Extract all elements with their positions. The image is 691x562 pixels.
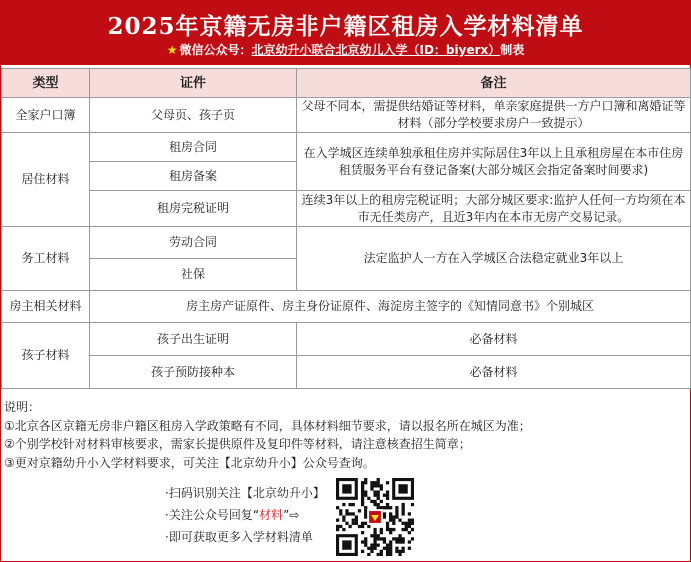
- star-icon: ★: [166, 43, 178, 57]
- promo-section: [165, 482, 325, 548]
- subtitle-account-link[interactable]: 北京幼升小联合北京幼儿入学（ID：biyerx）: [251, 43, 501, 57]
- promo-line-more: ·即可获取更多入学材料清单: [165, 530, 313, 544]
- notes-section: [4, 398, 531, 472]
- header-type: 类型: [2, 69, 90, 98]
- note-item-2: ②个别学校针对材料审核要求，需家长提供原件及复印件等材料，请注意核查招生简章；: [4, 437, 471, 451]
- note-item-3: ③更对京籍幼升小入学材料要求，可关注【北京幼升小】公众号查询。: [4, 455, 375, 470]
- note-household: 父母不同本，需提供结婚证等材料，单亲家庭提供一方户口簿和离婚证等材料（部分学校要求房户一致提示）: [297, 98, 691, 133]
- note-item-1: ①北京各区京籍无房非户籍区租房入学政策略有不同，具体材料细节要求，请以报名所在城区为准；: [4, 418, 531, 433]
- promo-reply-prefix: ·关注公众号回复“: [165, 508, 260, 522]
- table-header-row: [2, 69, 691, 98]
- header-document: 证件: [90, 69, 297, 98]
- promo-line-reply: [165, 504, 325, 526]
- doc-labor-contract: 劳动合同: [90, 227, 297, 259]
- category-child: 孩子材料: [2, 323, 90, 389]
- note-work: 法定监护人一方在入学城区合法稳定就业3年以上: [297, 227, 691, 291]
- table-row-child-1: [2, 323, 691, 356]
- doc-rental-contract: 租房合同: [90, 133, 297, 162]
- doc-household-pages: 父母页、孩子页: [90, 98, 297, 133]
- doc-vaccination-record: 孩子预防接种本: [90, 356, 297, 389]
- table-row-residence-3: [2, 191, 691, 227]
- note-birth-certificate: 必备材料: [297, 323, 691, 356]
- doc-rental-tax-certificate: 租房完税证明: [90, 191, 297, 227]
- doc-social-insurance: 社保: [90, 259, 297, 291]
- note-residence-rental: 在入学城区连续单独承租住房并实际居住3年以上且承租房屋在本市住房租赁服务平台有登记备案(大部分城区会指定备案时间要求): [297, 133, 691, 191]
- table-row-landlord: [2, 291, 691, 323]
- table-row-child-2: [2, 356, 691, 389]
- title-banner: [1, 1, 690, 65]
- promo-keyword: 材料: [259, 508, 284, 522]
- document-title: 2025年京籍无房非户籍区租房入学材料清单: [107, 13, 584, 40]
- doc-birth-certificate: 孩子出生证明: [90, 323, 297, 356]
- doc-rental-registration: 租房备案: [90, 162, 297, 191]
- doc-landlord-materials: 房主房产证原件、房主身份证原件、海淀房主签字的《知情同意书》个别城区: [90, 291, 691, 323]
- arrow-right-icon: ”⇨: [283, 508, 300, 522]
- category-residence: 居住材料: [2, 133, 90, 227]
- table-row-household: [2, 98, 691, 133]
- note-residence-tax: 连续3年以上的租房完税证明；大部分城区要求:监护人任何一方均须在本市无任类房产，且近3年内在本市无房产交易记录。: [297, 191, 691, 227]
- category-household: 全家户口簿: [2, 98, 90, 133]
- table-row-residence-1: [2, 133, 691, 162]
- category-landlord: 房主相关材料: [2, 291, 90, 323]
- note-vaccination-record: 必备材料: [297, 356, 691, 389]
- materials-table: [1, 68, 691, 389]
- category-work: 务工材料: [2, 227, 90, 291]
- qr-code-icon[interactable]: [336, 478, 414, 556]
- subtitle-prefix: 微信公众号：: [179, 43, 252, 57]
- document-subtitle: [1, 41, 690, 58]
- subtitle-suffix: 制表: [500, 43, 525, 57]
- header-notes: 备注: [297, 69, 691, 98]
- notes-heading: 说明：: [4, 400, 41, 414]
- table-row-work-1: [2, 227, 691, 259]
- promo-line-scan: ·扫码识别关注【北京幼升小】: [165, 486, 325, 500]
